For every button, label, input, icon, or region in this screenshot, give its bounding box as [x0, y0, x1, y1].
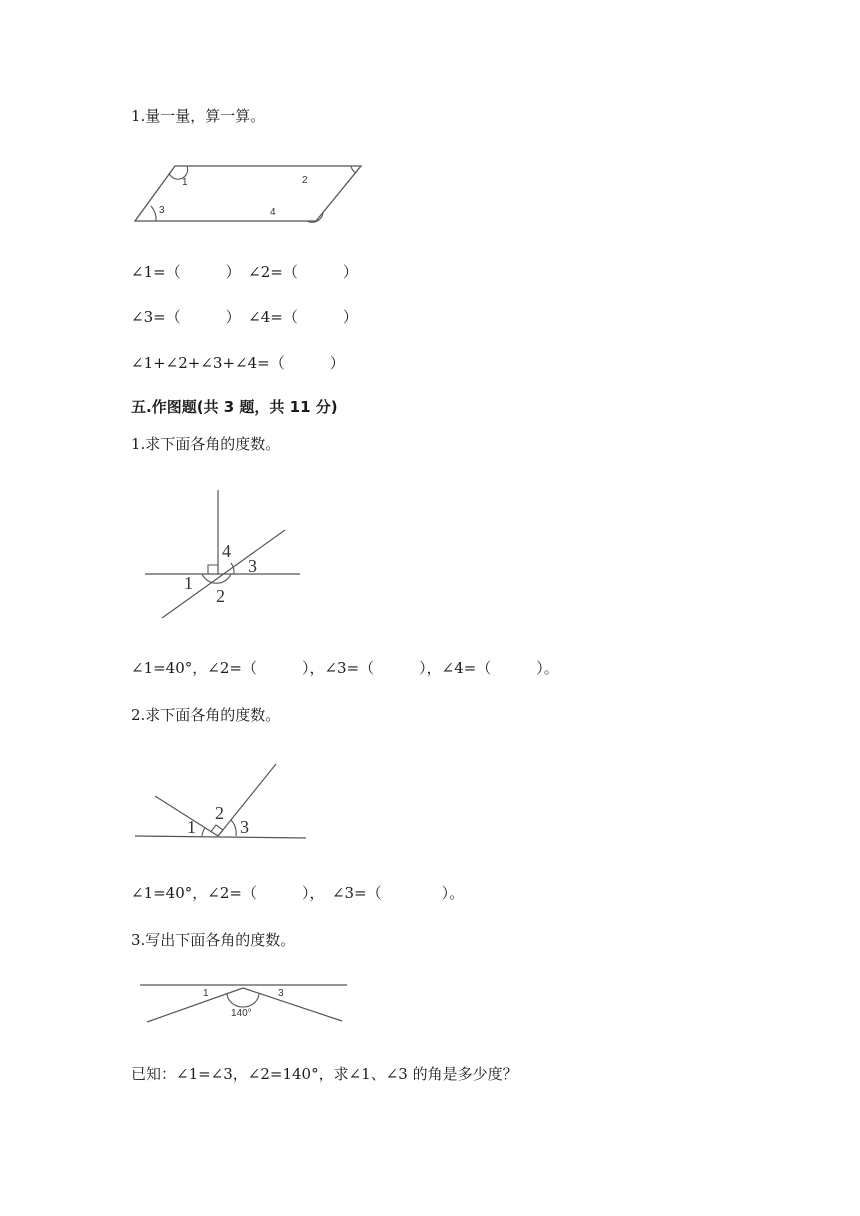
answer-line: 已知：∠1=∠3，∠2=140°，求∠1、∠3 的角是多少度？ [131, 1065, 518, 1083]
intersecting-lines-figure [140, 485, 310, 625]
angle-label-3: 3 [248, 556, 257, 576]
section-heading: 五.作图题(共 3 题，共 11 分) [131, 398, 338, 416]
angle-label-2: 2 [302, 175, 308, 186]
angle-label-3: 3 [240, 817, 249, 837]
angle-label-1: 1 [184, 573, 193, 593]
angle-label-1: 1 [203, 988, 209, 999]
angle-label-1: 1 [187, 817, 196, 837]
angle-label-4: 4 [222, 541, 231, 561]
angle-label-2: 2 [216, 586, 225, 606]
question-title: 3.写出下面各角的度数。 [131, 931, 296, 949]
answer-line: ∠1=40°，∠2=（ ），∠3=（ ），∠4=（ ）。 [131, 659, 559, 677]
parallelogram-figure [130, 160, 370, 230]
question-title: 2.求下面各角的度数。 [131, 706, 281, 724]
angle-label-3: 3 [278, 988, 284, 999]
angles-on-line-figure [130, 758, 310, 843]
answer-line-2: ∠3=（ ） ∠4=（ ） [131, 308, 358, 326]
answer-line: ∠1=40°，∠2=（ ）， ∠3=（ ）。 [131, 884, 465, 902]
question-title: 1.求下面各角的度数。 [131, 435, 281, 453]
angle-measure-label: 140° [231, 1008, 252, 1019]
140-degree-angle-figure [135, 975, 355, 1031]
angle-label-1: 1 [182, 177, 188, 188]
question-title: 1.量一量，算一算。 [131, 107, 266, 125]
angle-label-3: 3 [159, 205, 165, 216]
angle-label-2: 2 [215, 803, 224, 823]
answer-line-3: ∠1+∠2+∠3+∠4=（ ） [131, 354, 345, 372]
answer-line-1: ∠1=（ ） ∠2=（ ） [131, 263, 358, 281]
angle-label-4: 4 [270, 207, 276, 218]
